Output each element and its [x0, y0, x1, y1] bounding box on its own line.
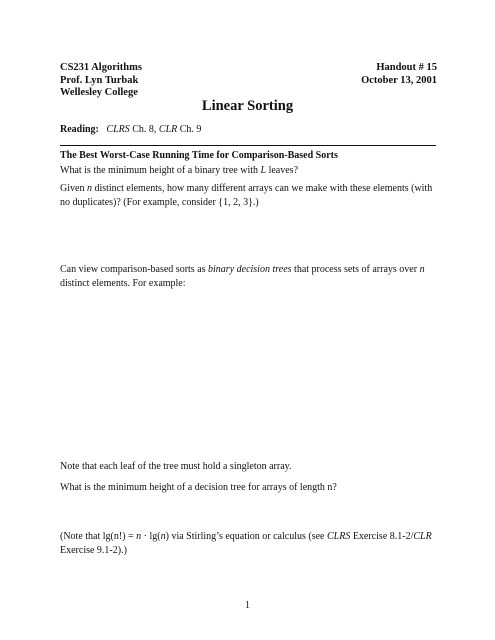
- reading-ch-clr: Ch. 9: [177, 124, 202, 135]
- header-left: [60, 62, 142, 100]
- document-title: Linear Sorting: [201, 98, 294, 114]
- section-title: The Best Worst-Case Running Time for Comparison-Based Sorts: [60, 150, 338, 161]
- section-divider: [60, 145, 436, 146]
- reading-book-clrs: CLRS: [106, 124, 130, 135]
- reading-label: Reading:: [60, 124, 99, 135]
- handout-date: October 13, 2001: [361, 74, 437, 86]
- reading-book-clr: CLR: [158, 124, 178, 135]
- paragraph-binary-tree-height: What is the minimum height of a binary tree with L leaves?: [60, 165, 299, 176]
- paragraph-distinct-arrays: Given n distinct elements, how many different arrays can we make with these elements (with no duplicates)? (For example, consider {1, 2, 3}.): [60, 183, 433, 208]
- header-right: [361, 62, 437, 87]
- course-name: CS231 Algorithms: [60, 62, 142, 73]
- reading-ch-clrs: Ch. 8,: [129, 124, 159, 135]
- paragraph-min-height: What is the minimum height of a decision tree for arrays of length n?: [60, 482, 337, 493]
- paragraph-decision-trees: Can view comparison-based sorts as binary decision trees that process sets of arrays over n distinct elements. For example:: [60, 264, 425, 289]
- paragraph-stirling-note: (Note that lg(n!) = n · lg(n) via Stirling’s equation or calculus (see CLRS Exercise 8.1-2/CLR Exercise 9.1-2).): [60, 531, 432, 556]
- paragraph-singleton-leaf: Note that each leaf of the tree must hold a singleton array.: [60, 461, 292, 472]
- reading-line: [60, 124, 201, 135]
- page-number: 1: [245, 600, 250, 611]
- institution-name: Wellesley College: [60, 87, 138, 98]
- handout-number: Handout # 15: [376, 62, 437, 73]
- instructor-name: Prof. Lyn Turbak: [60, 74, 139, 86]
